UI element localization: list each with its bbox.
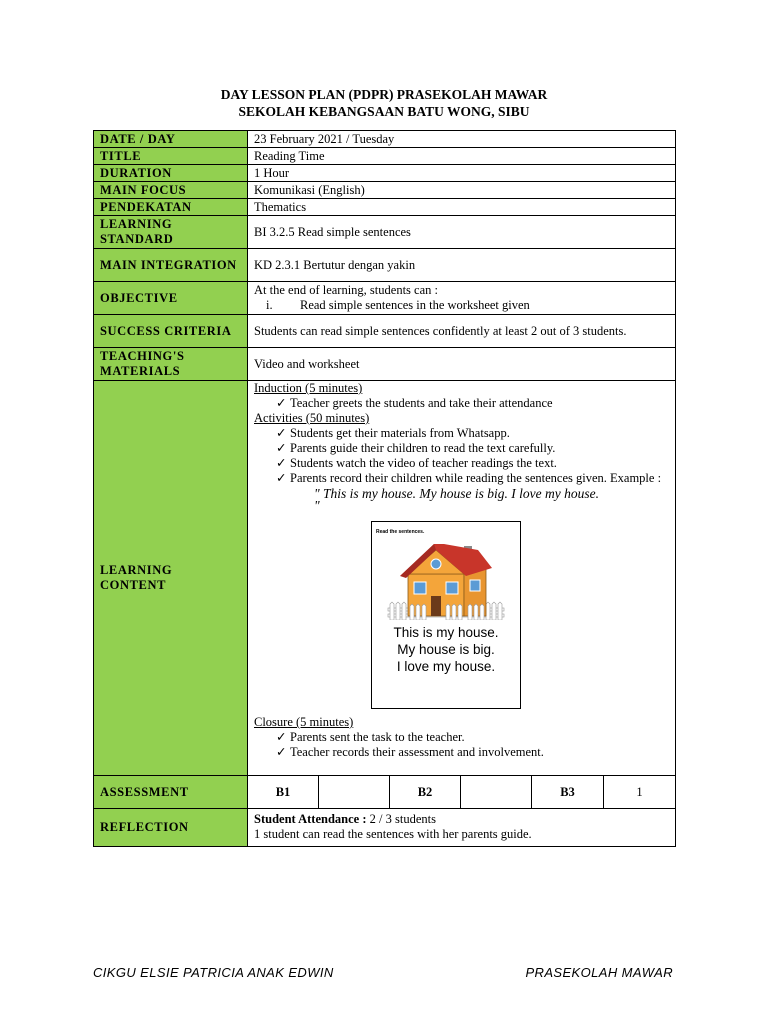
induction-item-text: Teacher greets the students and take their attendance [290, 396, 553, 410]
activity-item-2 [254, 441, 669, 456]
value-learning-content [248, 381, 676, 776]
header-line-1: DAY LESSON PLAN (PDPR) PRASEKOLAH MAWAR [220, 87, 548, 102]
check-icon: ✓ [276, 471, 287, 485]
label-date: DATE / DAY [94, 131, 248, 148]
value-integration: KD 2.3.1 Bertutur dengan yakin [248, 249, 676, 282]
example-quote-close: " [314, 498, 320, 513]
check-icon: ✓ [276, 441, 287, 455]
example-quote: " This is my house. My house is big. I love my house. [314, 486, 600, 501]
activity-item-1 [254, 426, 669, 441]
row-assessment [94, 776, 676, 809]
check-icon: ✓ [276, 456, 287, 470]
closure-item-text: Parents sent the task to the teacher. [290, 730, 465, 744]
objective-number: i. [266, 298, 273, 312]
objective-item-text: Read simple sentences in the worksheet given [300, 298, 530, 312]
value-criteria: Students can read simple sentences confidently at least 2 out of 3 students. [248, 315, 676, 348]
assessment-b2-label: B2 [390, 776, 461, 809]
activities-heading: Activities (50 minutes) [254, 411, 370, 425]
value-materials: Video and worksheet [248, 348, 676, 381]
attendance-value: 2 / 3 students [366, 812, 436, 826]
house-illustration [386, 540, 506, 620]
activity-item-4 [254, 471, 669, 486]
header-line-2: SEKOLAH KEBANGSAAN BATU WONG, SIBU [238, 104, 530, 119]
value-title: Reading Time [248, 148, 676, 165]
activity-item-text: Parents record their children while reading the sentences given. Example : [290, 471, 662, 485]
label-materials: TEACHING'S MATERIALS [94, 348, 248, 381]
row-duration [94, 165, 676, 182]
label-learning-content: LEARNING CONTENT [94, 381, 248, 776]
value-objective [248, 282, 676, 315]
check-icon: ✓ [276, 745, 287, 759]
label-objective: OBJECTIVE [94, 282, 248, 315]
induction-item-1 [254, 396, 669, 411]
closure-item-1 [254, 730, 669, 745]
check-icon: ✓ [276, 396, 287, 410]
activity-item-3 [254, 456, 669, 471]
label-standard: LEARNING STANDARD [94, 216, 248, 249]
activity-item-text: Parents guide their children to read the text carefully. [290, 441, 556, 455]
value-duration: 1 Hour [248, 165, 676, 182]
attendance-line [254, 812, 669, 827]
assessment-b2-value [461, 776, 532, 809]
row-date [94, 131, 676, 148]
row-learning-content [94, 381, 676, 776]
label-title: TITLE [94, 148, 248, 165]
reflection-note: 1 student can read the sentences with her parents guide. [254, 827, 532, 841]
label-pendekatan: PENDEKATAN [94, 199, 248, 216]
value-reflection [248, 809, 676, 847]
value-pendekatan: Thematics [248, 199, 676, 216]
label-integration: MAIN INTEGRATION [94, 249, 248, 282]
objective-item [254, 298, 669, 313]
worksheet-line-1: This is my house. [393, 625, 499, 640]
worksheet-sentences [372, 624, 520, 675]
assessment-b1-label: B1 [248, 776, 319, 809]
closure-item-2 [254, 745, 669, 760]
label-focus: MAIN FOCUS [94, 182, 248, 199]
check-icon: ✓ [276, 730, 287, 744]
assessment-b3-label: B3 [532, 776, 604, 809]
footer-class-name: PRASEKOLAH MAWAR [525, 965, 673, 980]
document-header [0, 86, 768, 120]
lesson-plan-table [93, 130, 676, 847]
induction-heading: Induction (5 minutes) [254, 381, 363, 395]
assessment-b3-value: 1 [604, 776, 676, 809]
row-title [94, 148, 676, 165]
row-reflection [94, 809, 676, 847]
row-objective [94, 282, 676, 315]
value-focus: Komunikasi (English) [248, 182, 676, 199]
attendance-label: Student Attendance : [254, 812, 367, 826]
activity-item-text: Students watch the video of teacher readings the text. [290, 456, 557, 470]
worksheet-image [371, 521, 521, 709]
activity-item-text: Students get their materials from Whatsapp. [290, 426, 510, 440]
label-reflection: REFLECTION [94, 809, 248, 847]
check-icon: ✓ [276, 426, 287, 440]
closure-heading: Closure (5 minutes) [254, 715, 354, 729]
value-date: 23 February 2021 / Tuesday [248, 131, 676, 148]
worksheet-title: Read the sentences. [376, 529, 425, 535]
footer-teacher-name: CIKGU ELSIE PATRICIA ANAK EDWIN [93, 965, 334, 980]
value-standard: BI 3.2.5 Read simple sentences [248, 216, 676, 249]
label-assessment: ASSESSMENT [94, 776, 248, 809]
row-standard [94, 216, 676, 249]
closure-item-text: Teacher records their assessment and involvement. [290, 745, 544, 759]
row-criteria [94, 315, 676, 348]
objective-intro: At the end of learning, students can : [254, 283, 438, 297]
label-duration: DURATION [94, 165, 248, 182]
row-pendekatan [94, 199, 676, 216]
label-criteria: SUCCESS CRITERIA [94, 315, 248, 348]
row-integration [94, 249, 676, 282]
row-focus [94, 182, 676, 199]
assessment-b1-value [319, 776, 390, 809]
row-materials [94, 348, 676, 381]
worksheet-line-2: My house is big. [397, 642, 495, 657]
worksheet-line-3: I love my house. [396, 659, 496, 674]
